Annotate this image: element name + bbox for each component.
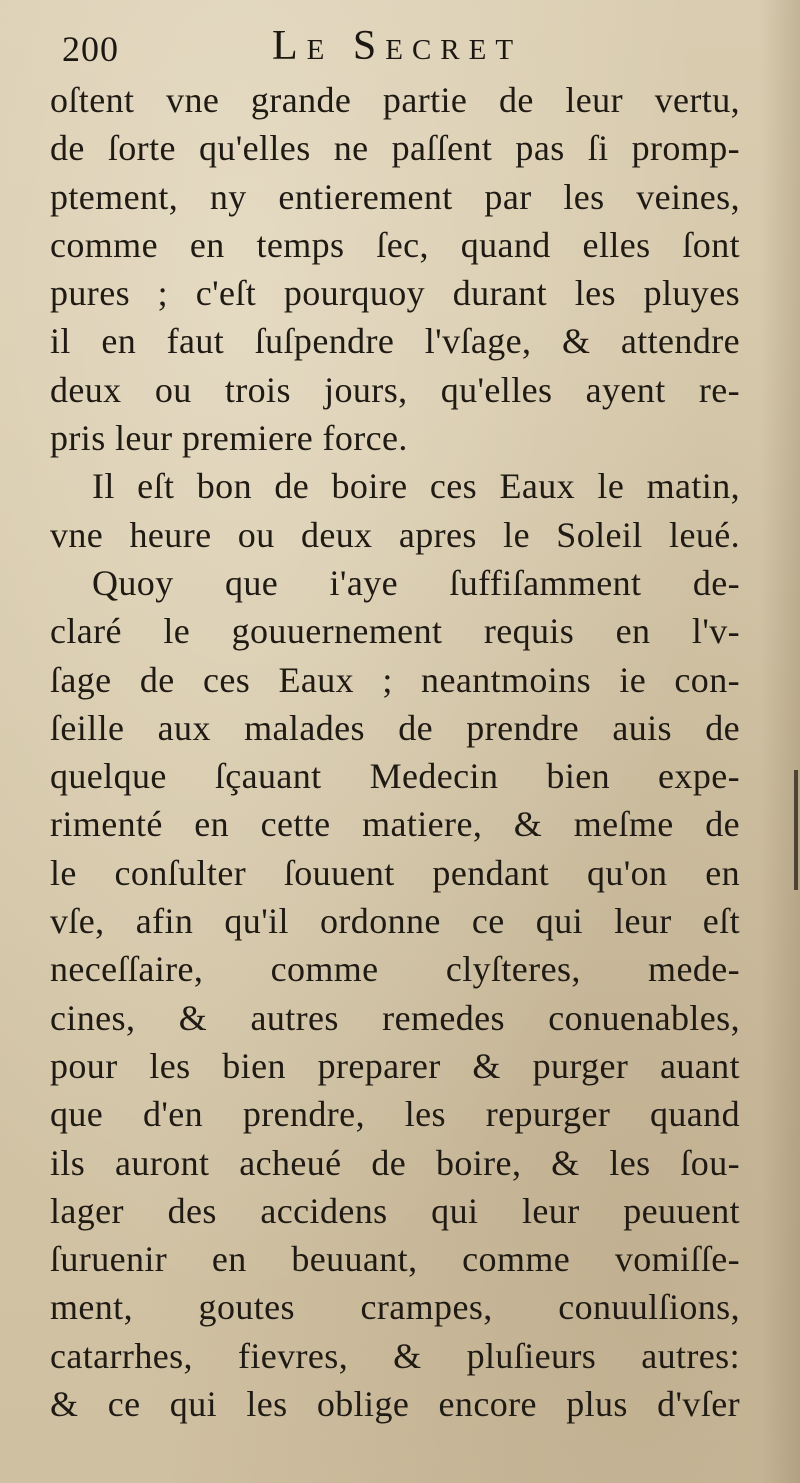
text-line: rimenté en cette matiere, & meſme de — [50, 804, 740, 845]
text-line: que d'en prendre, les repurger quand — [50, 1094, 740, 1135]
text-line: cines, & autres remedes conuenables, — [50, 997, 740, 1038]
text-line: ſage de ces Eaux ; neantmoins ie con- — [50, 659, 740, 700]
text-line: neceſſaire, comme clyſteres, mede- — [50, 949, 740, 990]
text-line: ſeille aux malades de prendre auis de — [50, 707, 740, 748]
page-header — [62, 22, 762, 72]
text-line: catarrhes, fievres, & pluſieurs autres: — [50, 1335, 740, 1376]
text-line: ment, goutes crampes, conuulſions, — [50, 1287, 740, 1328]
text-line: pris leur premiere force. — [50, 418, 408, 459]
text-line: vſe, afin qu'il ordonne ce qui leur eſt — [50, 901, 740, 942]
text-line: comme en temps ſec, quand elles ſont — [50, 224, 740, 265]
text-line: deux ou trois jours, qu'elles ayent re- — [50, 369, 740, 410]
text-line: vne heure ou deux apres le Soleil leué. — [50, 514, 740, 555]
text-line: quelque ſçauant Medecin bien expe- — [50, 756, 740, 797]
text-line: de ſorte qu'elles ne paſſent pas ſi promp- — [50, 128, 740, 169]
body-text — [50, 76, 740, 1428]
text-line: lager des accidens qui leur peuuent — [50, 1190, 740, 1231]
text-line: ſuruenir en beuuant, comme vomiſſe- — [50, 1239, 740, 1280]
text-line: pour les bien preparer & purger auant — [50, 1045, 740, 1086]
text-line: claré le gouuernement requis en l'v- — [50, 611, 740, 652]
text-line: ils auront acheué de boire, & les ſou- — [50, 1142, 740, 1183]
text-line: pures ; c'eſt pourquoy durant les pluyes — [50, 273, 740, 314]
text-line: il en faut ſuſpendre l'vſage, & attendre — [50, 321, 740, 362]
text-line: Quoy que i'aye ſuffiſamment de- — [92, 562, 740, 603]
text-line: le conſulter ſouuent pendant qu'on en — [50, 852, 740, 893]
text-line: oſtent vne grande partie de leur vertu, — [50, 80, 740, 120]
text-line: Il eſt bon de boire ces Eaux le matin, — [92, 466, 740, 507]
page-number: 200 — [62, 29, 119, 69]
running-title: Le Secret — [272, 23, 523, 69]
page-edge-mark — [794, 770, 798, 890]
text-line: & ce qui les oblige encore plus d'vſer — [50, 1384, 740, 1425]
text-line: ptement, ny entierement par les veines, — [50, 176, 740, 217]
page-edge-shadow — [760, 0, 800, 1483]
